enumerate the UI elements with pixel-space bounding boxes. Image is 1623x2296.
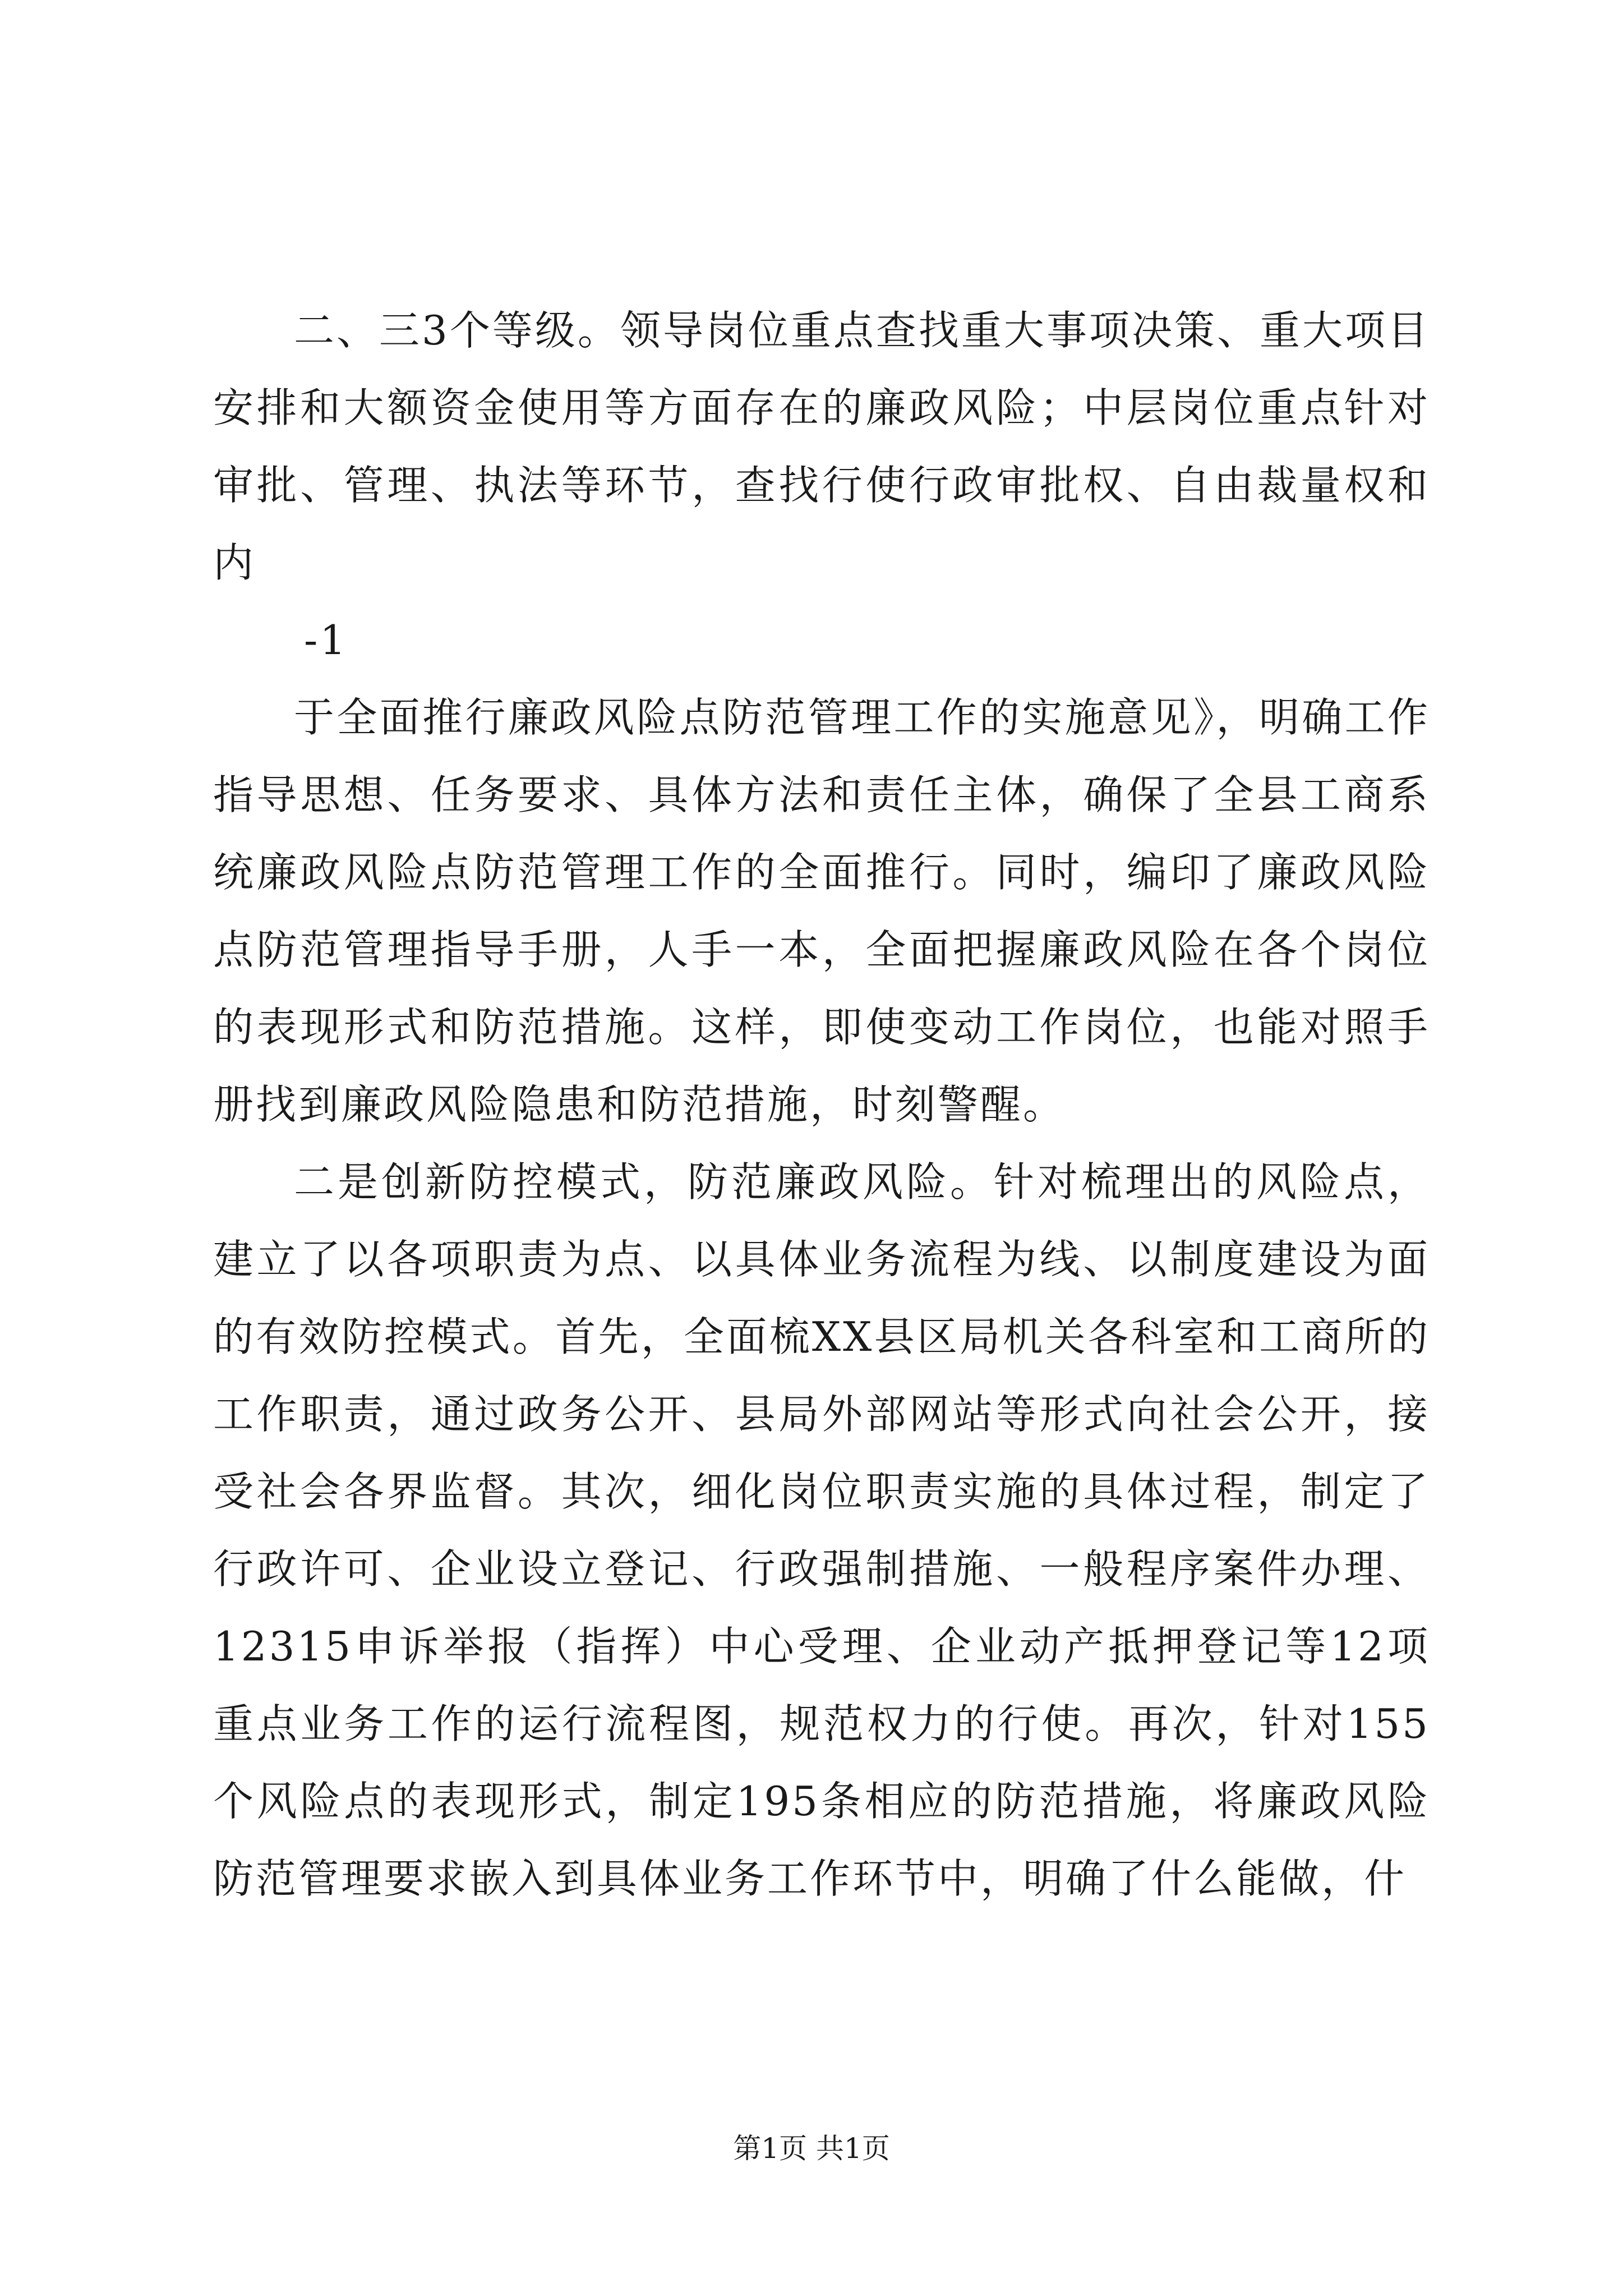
paragraph-1: 二、三3个等级。领导岗位重点查找重大事项决策、重大项目安排和大额资金使用等方面存在的廉政风险；中层岗位重点针对审批、管理、执法等环节，查找行使行政审批权、自由裁量权和内 xyxy=(213,307,1430,586)
paragraph-2: 于全面推行廉政风险点防范管理工作的实施意见》，明确工作指导思想、任务要求、具体方法和责任主体，确保了全县工商系统廉政风险点防范管理工作的全面推行。同时，编印了廉政风险点防范管理指导手册，人手一本，全面把握廉政风险在各个岗位的表现形式和防范措施。这样，即使变动工作岗位，也能对照手册找到廉政风险隐患和防范措施，时刻警醒。 xyxy=(213,694,1430,1128)
paragraph-3: 二是创新防控模式，防范廉政风险。针对梳理出的风险点，建立了以各项职责为点、以具体业务流程为线、以制度建设为面的有效防控模式。首先，全面梳XX县区局机关各科室和工商所的工作职责，通过政务公开、县局外部网站等形式向社会公开，接受社会各界监督。其次，细化岗位职责实施的具体过程，制定了行政许可、企业设立登记、行政强制措施、一般程序案件办理、12315申诉举报（指挥）中心受理、企业动产抵押登记等12项重点业务工作的运行流程图，规范权力的行使。再次，针对155个风险点的表现形式，制定195条相应的防范措施，将廉政风险防范管理要求嵌入到具体业务工作环节中，明确了什么能做，什 xyxy=(213,1158,1430,1902)
document-body xyxy=(213,292,1430,1917)
page-footer: 第1页 共1页 xyxy=(733,2132,890,2165)
page-marker: -1 xyxy=(304,616,348,664)
